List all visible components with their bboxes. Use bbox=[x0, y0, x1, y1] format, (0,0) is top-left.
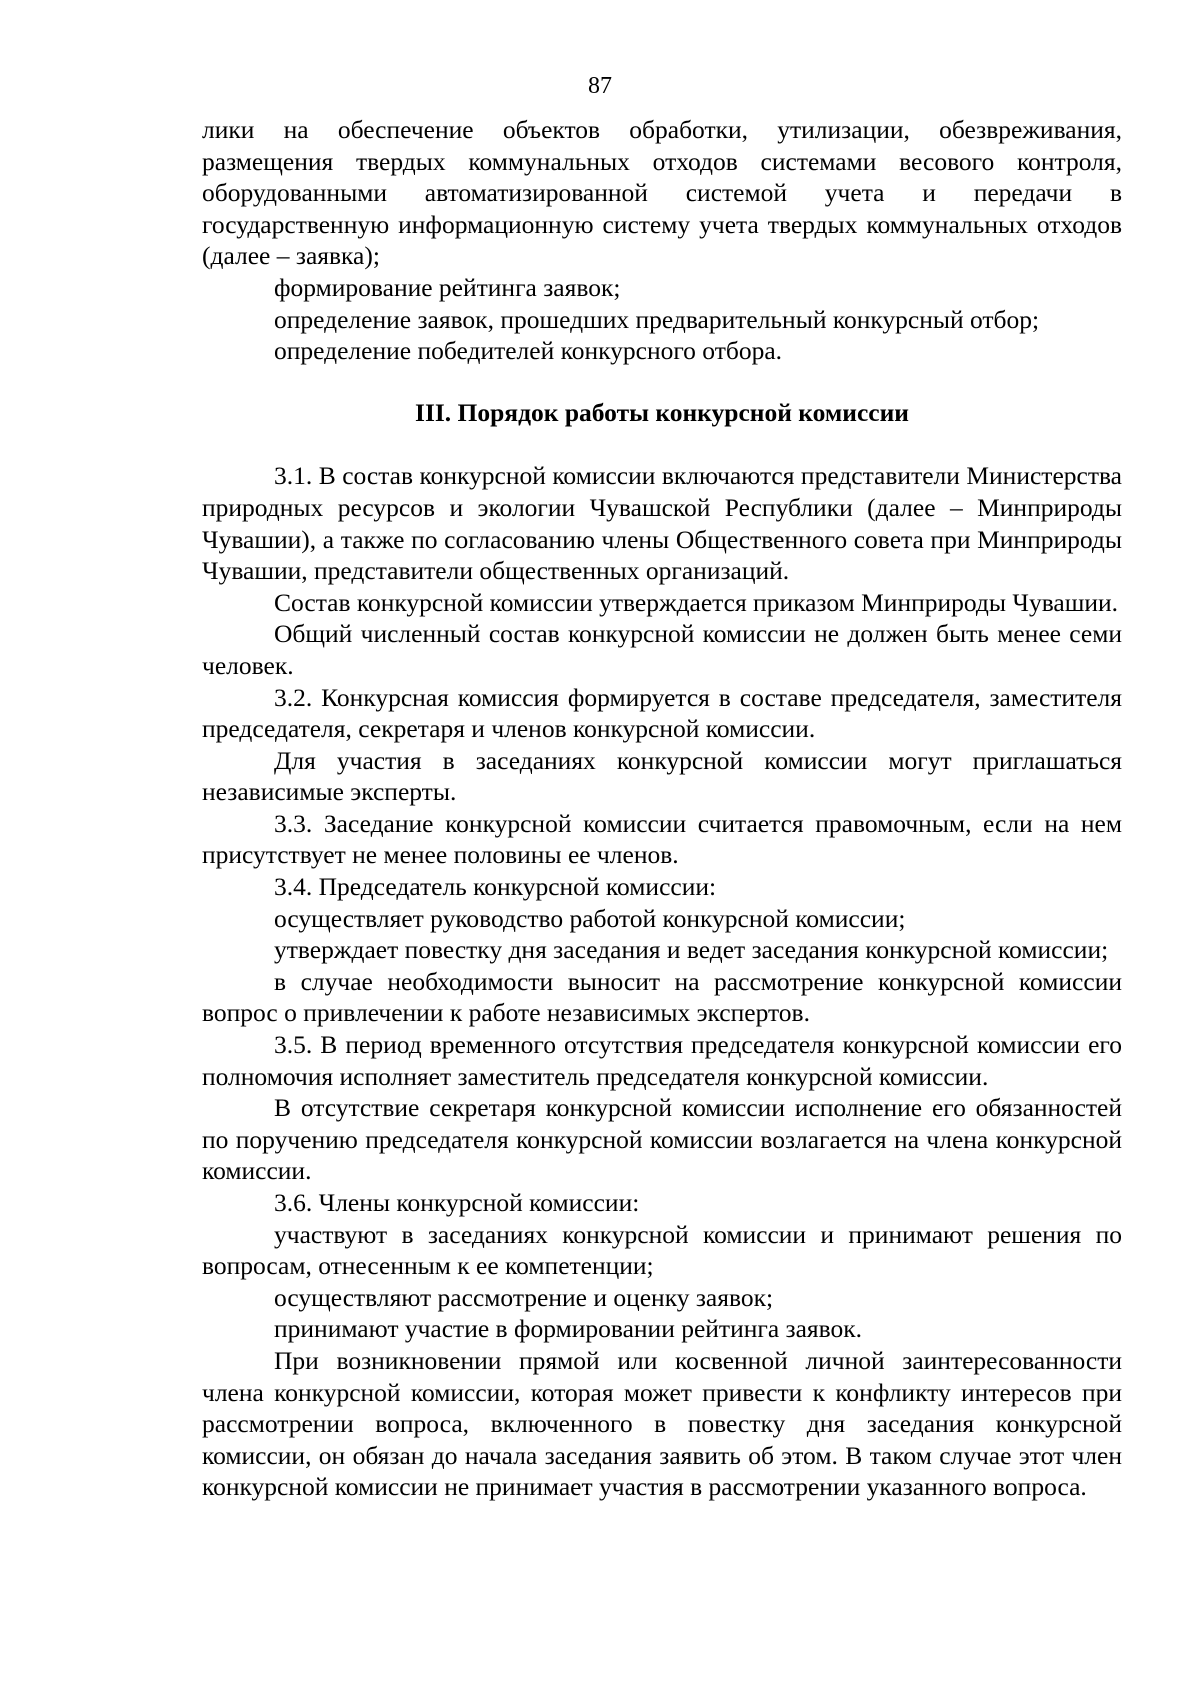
paragraph: Состав конкурсной комиссии утверждается приказом Минприроды Чувашии. bbox=[274, 587, 1119, 617]
paragraph: осуществляют рассмотрение и оценку заявок; bbox=[274, 1282, 774, 1312]
section-heading: III. Порядок работы конкурсной комиссии bbox=[415, 397, 909, 427]
paragraph: 3.5. В период временного отсутствия председателя конкурсной комиссии его полномочия исполняет заместитель председателя конкурсной комиссии. bbox=[202, 1030, 1122, 1091]
document-body bbox=[202, 114, 1122, 1503]
list-item: формирование рейтинга заявок; bbox=[274, 272, 621, 302]
page-number: 87 bbox=[588, 73, 612, 99]
paragraph: в случае необходимости выносит на рассмотрение конкурсной комиссии вопрос о привлечении к работе независимых экспертов. bbox=[202, 966, 1122, 1028]
paragraph: осуществляет руководство работой конкурсной комиссии; bbox=[274, 903, 906, 933]
paragraph: Для участия в заседаниях конкурсной комиссии могут приглашаться независимые эксперты. bbox=[202, 745, 1122, 807]
paragraph: участвуют в заседаниях конкурсной комиссии и принимают решения по вопросам, отнесенным к ее компетенции; bbox=[202, 1219, 1122, 1281]
paragraph: утверждает повестку дня заседания и ведет заседания конкурсной комиссии; bbox=[274, 935, 1109, 965]
paragraph: 3.1. В состав конкурсной комиссии включаются представители Министерства природных ресурсов и экологии Чувашской Республики (далее – Минприроды Чувашии), а также по согласованию члены Общественного совета при Минприроды Чувашии, представители общественных организаций. bbox=[202, 461, 1122, 586]
paragraph: При возникновении прямой или косвенной личной заинтересованности члена конкурсной комиссии, которая может привести к конфликту интересов при рассмотрении вопроса, включенного в повестку дня заседания конкурсной комиссии, он обязан до начала заседания заявить об этом. В таком случае этот член конкурсной комиссии не принимает участия в рассмотрении указанного вопроса. bbox=[202, 1345, 1122, 1502]
paragraph: принимают участие в формировании рейтинга заявок. bbox=[274, 1314, 863, 1344]
paragraph: 3.6. Члены конкурсной комиссии: bbox=[274, 1188, 640, 1217]
list-item: определение заявок, прошедших предварительный конкурсный отбор; bbox=[274, 304, 1040, 334]
intro-continuation: лики на обеспечение объектов обработки, утилизации, обезвреживания, размещения твердых коммунальных отходов системами весового контроля, оборудованными автоматизированной системой учета и передачи в государственную информационную систему учета твердых коммунальных отходов (далее – заявка); bbox=[202, 115, 1122, 271]
list-item: определение победителей конкурсного отбора. bbox=[274, 336, 783, 366]
paragraph: Общий численный состав конкурсной комиссии не должен быть менее семи человек. bbox=[202, 619, 1122, 680]
paragraph: 3.4. Председатель конкурсной комиссии: bbox=[274, 872, 717, 902]
paragraph: В отсутствие секретаря конкурсной комиссии исполнение его обязанностей по поручению председателя конкурсной комиссии возлагается на члена конкурсной комиссии. bbox=[202, 1093, 1122, 1186]
paragraph: 3.2. Конкурсная комиссия формируется в составе председателя, заместителя председателя, секретаря и членов конкурсной комиссии. bbox=[202, 682, 1122, 744]
paragraph: 3.3. Заседание конкурсной комиссии считается правомочным, если на нем присутствует не менее половины ее членов. bbox=[202, 808, 1122, 870]
